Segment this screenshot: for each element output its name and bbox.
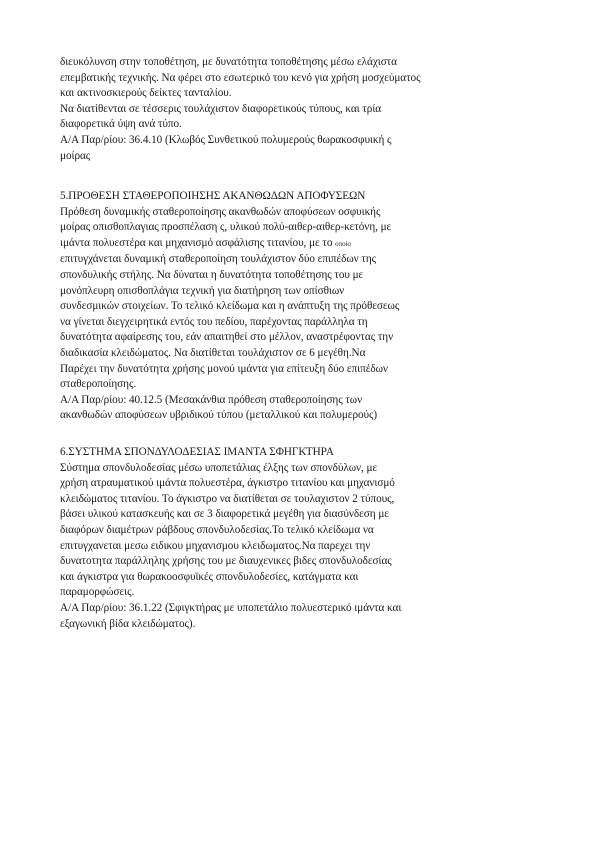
text-line: Σύστημα σπονδυλοδεσίας μέσω υποπετάλιας έλξης των σπονδύλων, με (60, 461, 378, 474)
section-heading: 6.ΣΥΣΤΗΜΑ ΣΠΟΝΔΥΛΟΔΕΣΙΑΣ ΙΜΑΝΤΑ ΣΦΗΓΚΤΗΡΑ (60, 446, 334, 458)
text-line: δυνατότητα αφαίρεσης του, εάν απαιτηθεί στο μέλλον, αναστρέφοντας την (60, 331, 394, 344)
text-line: Παρέχει την δυνατότητα χρήσης μονού ιμάντα για επίτευξη δύο επιπέδων (60, 362, 388, 375)
text-line: διευκόλυνση στην τοποθέτηση, με δυνατότητα τοποθέτησης μέσω ελάχιστα (60, 56, 397, 68)
text-line (60, 236, 550, 253)
small-inline-word: οποίο (335, 239, 351, 248)
text-line: μοίρας (60, 149, 91, 162)
text-line: και ακτινοσκιερούς δείκτες τανταλίου. (60, 87, 232, 100)
text-line: διαφορετικά ύψη ανά τύπο. (60, 118, 182, 131)
text-line: ακανθωδών αποφύσεων υβριδικού τύπου (μεταλλικού και πολυμερούς) (60, 409, 378, 422)
text-line: Α/Α Παρ/ρίου: 36.1.22 (Σφιγκτήρας με υποπετάλιο πολυεστερικό ιμάντα και (60, 601, 402, 614)
text-line: Α/Α Παρ/ρίου: 40.12.5 (Μεσακάνθια πρόθεση σταθεροποίησης των (60, 393, 363, 406)
section-5-spinous-process-stabilization (60, 189, 550, 424)
text-line: να γίνεται διεγχειρητικά εντός του πεδίου, παρέχοντας παράλληλα τη (60, 315, 368, 328)
text-line: δυνατοτητα παράλληλης χρήσης του με διαυχενικες βιδες σπονδυλοδεσίας (60, 555, 392, 568)
text-line: Πρόθεση δυναμικής σταθεροποίησης ακανθωδών αποφύσεων οσφυικής (60, 205, 381, 218)
section-6-spinal-band-clamp-system (60, 445, 550, 632)
text-line: μονόπλευρη οπισθοπλάγια τεχνική για διατήρηση των οπίσθιων (60, 284, 345, 297)
text-line: μοίρας οπισθοπλαγιας προσπέλαση ς, υλικού πολύ-αιθερ-αιθερ-κετόνη, με (60, 221, 392, 234)
text-line: εξαγωνική βίδα κλειδώματος). (60, 617, 196, 630)
text-line: κλειδώματος τιτανίου. Το άγκιστρο να διατίθεται σε τουλαχιστον 2 τύπους, (60, 492, 395, 505)
text-line: και άγκιστρα για θωρακοοσφυϊκές σπονδυλοδεσίες, κατάγματα και (60, 570, 359, 583)
text-line: χρήση ατραυματικού ιμάντα πολυεστέρα, άγκιστρο τιτανίου και μηχανισμό (60, 477, 395, 490)
text-line: επιτυγχανεται μεσω ειδικου μηχανισμου κλειδωματος.Να παρεχει την (60, 539, 371, 552)
text-line: σταθεροποίησης. (60, 378, 137, 391)
text-line: βάσει υλικού κατασκευής και σε 3 διαφορετικά μεγέθη για διασύνδεση με (60, 508, 389, 521)
text-block-continuation (60, 55, 550, 164)
text-line: παραμορφώσεις. (60, 586, 135, 599)
section-heading: 5.ΠΡΟΘΕΣΗ ΣΤΑΘΕΡΟΠΟΙΗΣΗΣ ΑΚΑΝΘΩΔΩΝ ΑΠΟΦΥΣΕΩΝ (60, 190, 366, 202)
text-line: Να διατίθενται σε τέσσερις τουλάχιστον διαφορετικούς τύπους, και τρία (60, 102, 382, 115)
text-line: διαδικασία κλειδώματος. Να διατίθεται τουλάχιστον σε 6 μεγέθη.Να (60, 346, 366, 359)
text-line: διαφόρων διαμέτρων ράβδους σπονδυλοδεσίας.Το τελικό κλείδωμα να (60, 523, 374, 536)
text-line: επεμβατικής τεχνικής. Να φέρει στο εσωτερικό του κενό για χρήση μοσχεύματος (60, 71, 421, 84)
text-line: επιτυγχάνεται δυναμική σταθεροποίηση τουλάχιστον δύο επιπέδων της (60, 253, 377, 266)
text-line: σπονδυλικής στήλης. Να δύναται η δυνατότητα τοποθέτησης του με (60, 268, 364, 281)
text-line: Α/Α Παρ/ρίου: 36.4.10 (Κλωβός Συνθετικού πολυμερούς θωρακοσφυική ς (60, 133, 392, 146)
text-line-segment: ιμάντα πολυεστέρα και μηχανισμό ασφάλισης τιτανίου, με το (60, 236, 333, 249)
text-line: συνδεσμικών στοιχείων. Το τελικό κλείδωμα και η ανάπτυξη της πρόθεσεως (60, 300, 400, 313)
